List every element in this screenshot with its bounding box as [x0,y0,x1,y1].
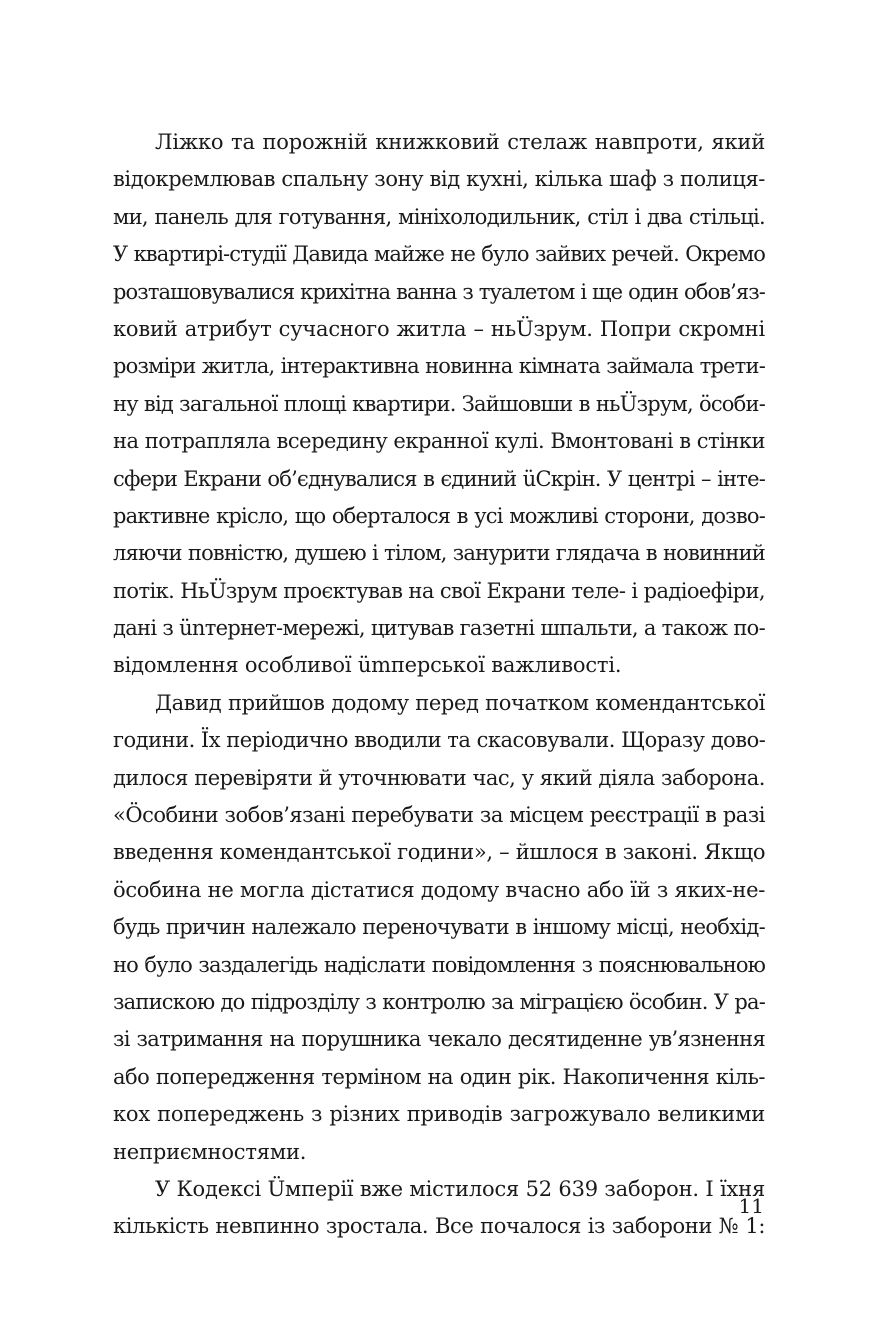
text-line: дані з ünтернет-мережі, цитував газетні шпальти, а також по- [113,616,765,641]
text-line: потік. НьÜзрум проєктував на свої Екрани теле- і радіоефіри, [113,578,765,603]
text-line: ковий атрибут сучасного житла – ньÜзрум. Попри скромні [113,316,765,341]
text-line: розміри житла, інтерактивна новинна кімната займала трети- [113,354,765,379]
text-line: години. Їх періодично вводили та скасовували. Щоразу дово- [113,728,766,753]
text-line: на потрапляла всередину екранної кулі. Вмонтовані в стінки [113,429,765,454]
text-line: ну від загальної площі квартири. Зайшовши в ньÜзрум, öсоби- [113,391,765,416]
paragraph-1 [113,124,765,685]
text-line: або попередження терміном на один рік. Накопичення кіль- [113,1064,765,1089]
text-line: У квартирі-студії Давида майже не було зайвих речей. Окремо [113,242,765,267]
page-number: 11 [738,1194,764,1218]
text-line: відокремлював спальну зону від кухні, кілька шаф з полиця- [113,167,765,192]
text-line: дилося перевіряти й уточнювати час, у який діяла заборона. [113,765,765,790]
text-line: будь причин належало переночувати в іншому місці, необхід- [113,915,765,940]
paragraph-3 [113,1171,765,1246]
text-line: рактивне крісло, що оберталося в усі можливі сторони, дозво- [113,503,765,528]
text-line: öсобина не могла дістатися додому вчасно або їй з яких-не- [113,877,765,902]
text-line: «Öсобини зобов’язані перебувати за місцем реєстрації в разі [113,803,765,828]
text-line: Ліжко та порожній книжковий стелаж навпроти, який [155,130,765,154]
text-line: сфери Екрани об’єднувалися в єдиний üСкрін. У центрі – інте- [113,466,765,491]
text-line: запискою до підрозділу з контролю за міграцією öсобин. У ра- [113,989,765,1014]
text-line: кількість невпинно зростала. Все почалося із заборони № 1: [113,1214,765,1239]
text-line: У Кодексі Üмперії вже містилося 52 639 заборон. І їхня [155,1176,765,1201]
text-line: ляючи повністю, душею і тілом, занурити глядача в новинний [113,541,765,566]
text-line: Давид прийшов додому перед початком комендантської [155,690,765,715]
paragraph-2 [113,685,765,1171]
text-line: ми, панель для готування, мініхолодильник, стіл і два стільці. [113,204,765,229]
text-line: зі затримання на порушника чекало десятиденне ув’язнення [113,1027,765,1052]
text-line: розташовувалися крихітна ванна з туалетом і ще один обов’яз- [113,279,765,304]
text-line: кох попереджень з різних приводів загрожувало великими [113,1102,765,1127]
body-text [113,124,765,1246]
text-line: відомлення особливої ümперської важливості. [113,653,622,678]
text-line: но було заздалегідь надіслати повідомлення з пояснювальною [113,952,765,977]
text-line: введення комендантської години», – йшлося в законі. Якщо [113,840,766,865]
text-line: неприємностями. [113,1139,307,1164]
